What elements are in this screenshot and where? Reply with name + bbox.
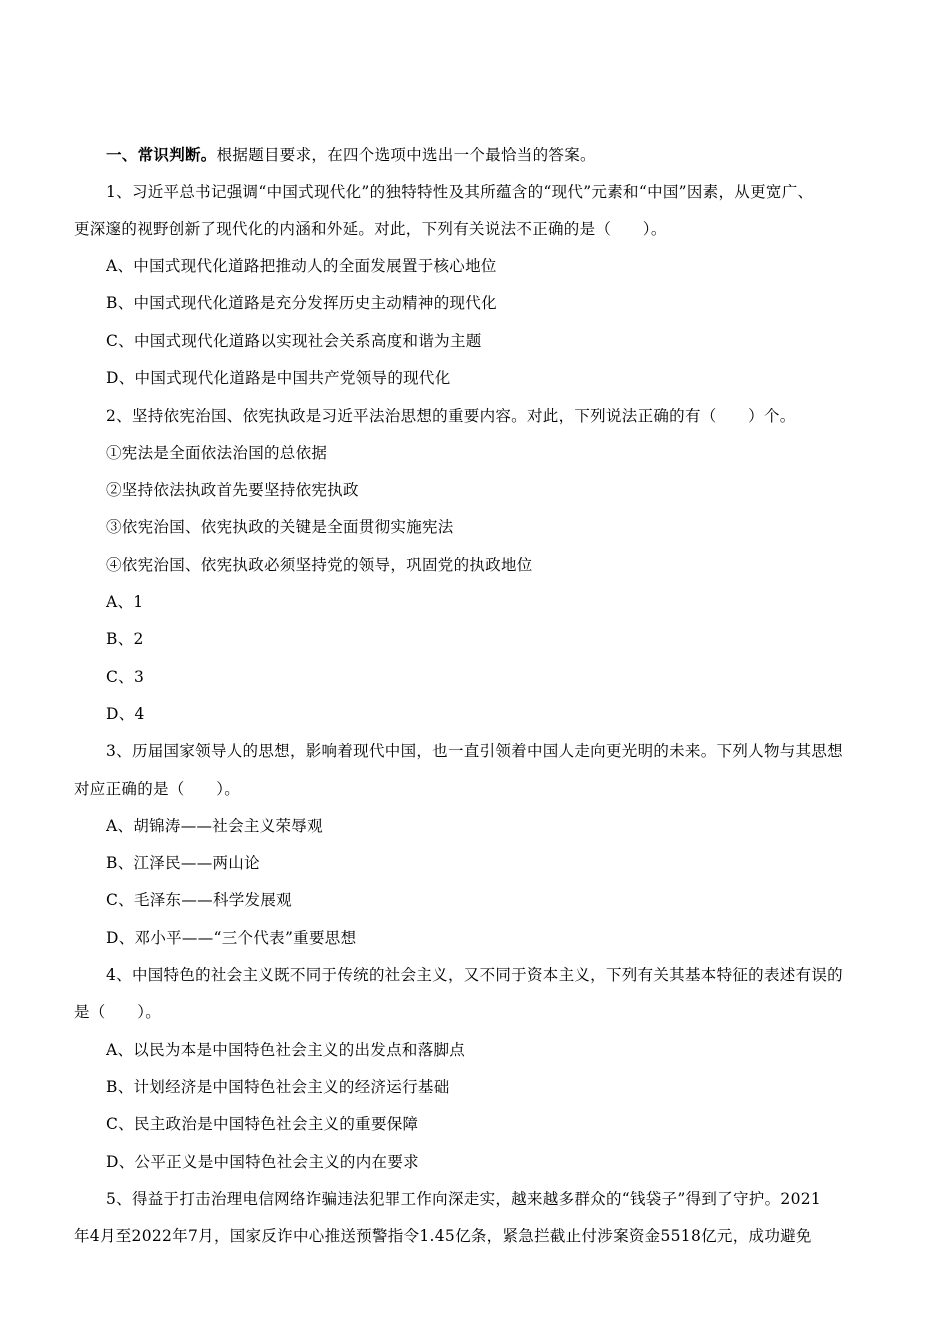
q2-stem-line-1: 2、坚持依宪治国、依宪执政是习近平法治思想的重要内容。对此，下列说法正确的有（ ）个。: [106, 407, 796, 425]
q4-option-a: A、以民为本是中国特色社会主义的出发点和落脚点: [106, 1041, 466, 1059]
q5-stem-line-1: 5、得益于打击治理电信网络诈骗违法犯罪工作向深走实，越来越多群众的“钱袋子”得到了守护。2021: [106, 1190, 822, 1208]
q2-statement-4: ④依宪治国、依宪执政必须坚持党的领导，巩固党的执政地位: [106, 556, 533, 574]
q2-option-a: A、1: [106, 593, 144, 611]
q1-option-c: C、中国式现代化道路以实现社会关系高度和谐为主题: [106, 332, 482, 350]
q3-stem-line-2: 对应正确的是（ ）。: [74, 780, 241, 798]
section-heading: [106, 145, 866, 165]
q3-option-c: C、毛泽东——科学发展观: [106, 891, 292, 909]
section-heading-text: 根据题目要求，在四个选项中选出一个最恰当的答案。: [216, 146, 596, 164]
q2-option-d: D、4: [106, 705, 145, 723]
q4-option-b: B、计划经济是中国特色社会主义的经济运行基础: [106, 1078, 450, 1096]
q1-stem-line-1: 1、习近平总书记强调“中国式现代化”的独特特性及其所蕴含的“现代”元素和“中国”因素，从更宽广、: [106, 183, 814, 201]
q4-option-c: C、民主政治是中国特色社会主义的重要保障: [106, 1115, 419, 1133]
q2-option-b: B、2: [106, 630, 144, 648]
q1-option-d: D、中国式现代化道路是中国共产党领导的现代化: [106, 369, 451, 387]
q3-stem-line-1: 3、历届国家领导人的思想，影响着现代中国，也一直引领着中国人走向更光明的未来。下列人物与其思想: [106, 742, 843, 760]
q3-option-a: A、胡锦涛——社会主义荣辱观: [106, 817, 323, 835]
q5-stem-line-2: 年4月至2022年7月，国家反诈中心推送预警指令1.45亿条，紧急拦截止付涉案资金5518亿元，成功避免: [74, 1227, 812, 1245]
q2-option-c: C、3: [106, 668, 145, 686]
q3-option-d: D、邓小平——“三个代表”重要思想: [106, 929, 357, 947]
q2-statement-1: ①宪法是全面依法治国的总依据: [106, 444, 328, 462]
q2-statement-2: ②坚持依法执政首先要坚持依宪执政: [106, 481, 359, 499]
q3-option-b: B、江泽民——两山论: [106, 854, 260, 872]
q4-stem-line-2: 是（ ）。: [74, 1003, 162, 1021]
q1-option-b: B、中国式现代化道路是充分发挥历史主动精神的现代化: [106, 294, 497, 312]
section-heading-bold: 一、常识判断。: [106, 145, 217, 164]
q2-statement-3: ③依宪治国、依宪执政的关键是全面贯彻实施宪法: [106, 518, 454, 536]
q1-stem-line-2: 更深邃的视野创新了现代化的内涵和外延。对此，下列有关说法不正确的是（ ）。: [74, 220, 667, 238]
q4-option-d: D、公平正义是中国特色社会主义的内在要求: [106, 1153, 419, 1171]
q4-stem-line-1: 4、中国特色的社会主义既不同于传统的社会主义，又不同于资本主义，下列有关其基本特征的表述有误的: [106, 966, 843, 984]
q1-option-a: A、中国式现代化道路把推动人的全面发展置于核心地位: [106, 257, 497, 275]
